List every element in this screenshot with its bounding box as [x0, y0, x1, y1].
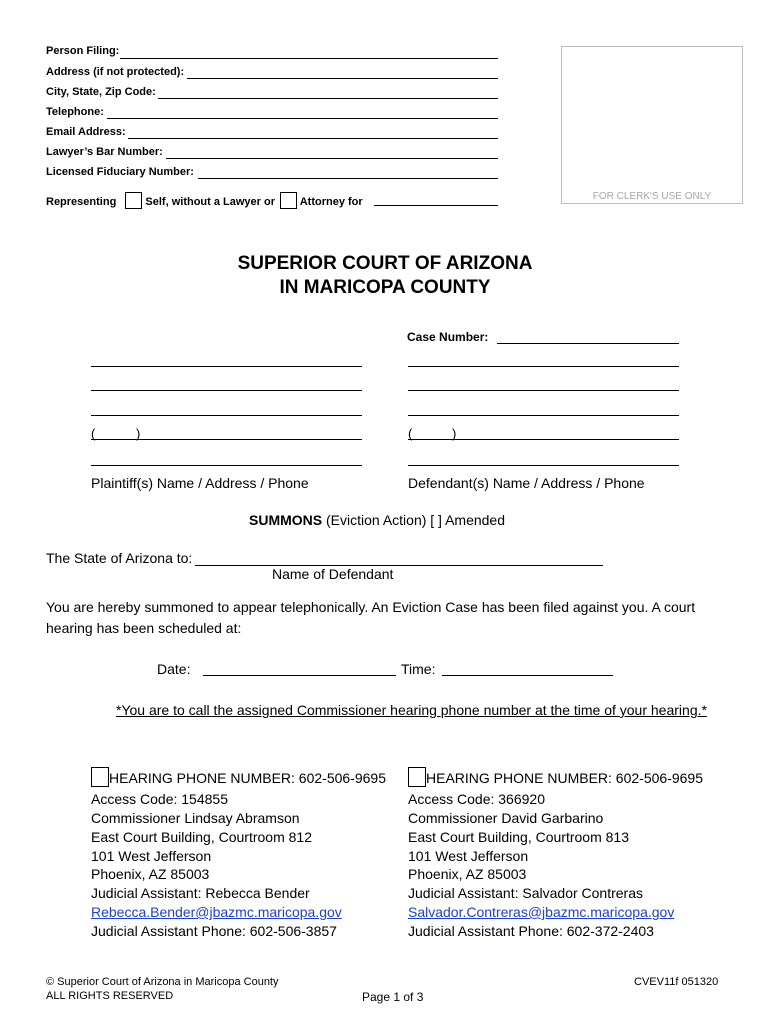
- hearing-2-email-link[interactable]: Salvador.Contreras@jbazmc.maricopa.gov: [408, 904, 675, 920]
- summoned-paragraph-line2: hearing has been scheduled at:: [46, 620, 242, 636]
- self-option-label: Self, without a Lawyer or: [145, 196, 275, 208]
- plaintiff-line[interactable]: [91, 366, 362, 367]
- footer-form-code: CVEV11f 051320: [634, 976, 719, 988]
- court-title-line2: IN MARICOPA COUNTY: [279, 277, 491, 298]
- attorney-for-field[interactable]: [374, 205, 498, 206]
- representing-row: [46, 192, 363, 209]
- hearing-2-building: East Court Building, Courtroom 813: [408, 829, 629, 845]
- attorney-checkbox[interactable]: [280, 192, 297, 209]
- bar-number-field[interactable]: [166, 158, 498, 159]
- hearing-2-city: Phoenix, AZ 85003: [408, 866, 527, 882]
- hearing-2-phone: HEARING PHONE NUMBER: 602-506-9695: [426, 770, 703, 786]
- hearing-instruction: *You are to call the assigned Commissioner hearing phone number at the time of your hearing.*: [116, 702, 707, 718]
- hearing-2-assistant: Judicial Assistant: Salvador Contreras: [408, 885, 643, 901]
- telephone-field[interactable]: [107, 118, 498, 119]
- plaintiff-phone-line[interactable]: [91, 439, 362, 440]
- plaintiff-line[interactable]: [91, 465, 362, 466]
- footer-page-number: Page 1 of 3: [362, 990, 424, 1004]
- city-state-zip-field[interactable]: [158, 98, 498, 99]
- city-state-zip-label: City, State, Zip Code:: [46, 86, 156, 98]
- defendant-line[interactable]: [408, 465, 679, 466]
- footer-rights: ALL RIGHTS RESERVED: [46, 990, 174, 1002]
- person-filing-label: Person Filing:: [46, 45, 120, 57]
- telephone-label: Telephone:: [46, 106, 104, 118]
- hearing-2-checkbox[interactable]: [408, 767, 426, 787]
- hearing-2-commissioner: Commissioner David Garbarino: [408, 810, 604, 826]
- date-field[interactable]: [203, 675, 396, 676]
- representing-label: Representing: [46, 196, 117, 208]
- defendant-caption: Defendant(s) Name / Address / Phone: [408, 475, 645, 491]
- state-to-label: The State of Arizona to:: [46, 550, 193, 566]
- hearing-1-checkbox[interactable]: [91, 767, 109, 787]
- defendant-area-close: ): [452, 426, 457, 441]
- hearing-1-assistant: Judicial Assistant: Rebecca Bender: [91, 885, 310, 901]
- hearing-2-assistant-phone: Judicial Assistant Phone: 602-372-2403: [408, 923, 654, 939]
- hearing-2-street: 101 West Jefferson: [408, 848, 529, 864]
- time-label: Time:: [401, 661, 436, 677]
- defendant-phone-line[interactable]: [408, 439, 679, 440]
- summons-title: SUMMONS: [249, 512, 323, 528]
- plaintiff-area-close: ): [136, 426, 141, 441]
- defendant-line[interactable]: [408, 415, 679, 416]
- self-checkbox[interactable]: [125, 192, 142, 209]
- hearing-1-city: Phoenix, AZ 85003: [91, 866, 210, 882]
- summons-heading: [249, 512, 505, 528]
- plaintiff-caption: Plaintiff(s) Name / Address / Phone: [91, 475, 309, 491]
- bar-number-label: Lawyer’s Bar Number:: [46, 146, 163, 158]
- court-title-line1: SUPERIOR COURT OF ARIZONA: [237, 253, 533, 274]
- summoned-paragraph-line1: You are hereby summoned to appear telephonically. An Eviction Case has been filed against you. A court: [46, 599, 696, 615]
- hearing-1-building: East Court Building, Courtroom 812: [91, 829, 312, 845]
- attorney-option-label: Attorney for: [299, 196, 363, 208]
- hearing-1-street: 101 West Jefferson: [91, 848, 212, 864]
- email-address-label: Email Address:: [46, 126, 126, 138]
- case-number-field[interactable]: [497, 343, 679, 344]
- time-field[interactable]: [442, 675, 613, 676]
- person-filing-field[interactable]: [120, 58, 498, 59]
- hearing-1-commissioner: Commissioner Lindsay Abramson: [91, 810, 300, 826]
- hearing-1-email-link[interactable]: Rebecca.Bender@jbazmc.maricopa.gov: [91, 904, 342, 920]
- defendant-line[interactable]: [408, 390, 679, 391]
- clerk-use-label: FOR CLERK'S USE ONLY: [592, 191, 712, 202]
- fiduciary-number-field[interactable]: [198, 178, 498, 179]
- defendant-area-open: (: [408, 426, 413, 441]
- clerk-use-box: [561, 46, 743, 204]
- hearing-1-phone: HEARING PHONE NUMBER: 602-506-9695: [109, 770, 386, 786]
- plaintiff-line[interactable]: [91, 390, 362, 391]
- plaintiff-area-open: (: [91, 426, 96, 441]
- plaintiff-line[interactable]: [91, 415, 362, 416]
- email-address-field[interactable]: [128, 138, 498, 139]
- date-label: Date:: [157, 661, 191, 677]
- hearing-1-access-code: Access Code: 154855: [91, 791, 228, 807]
- defendant-line[interactable]: [408, 366, 679, 367]
- summons-subtitle: (Eviction Action) [ ] Amended: [326, 512, 505, 528]
- address-label: Address (if not protected):: [46, 66, 185, 78]
- case-number-label: Case Number:: [407, 330, 489, 344]
- address-field[interactable]: [187, 78, 498, 79]
- name-of-defendant-label: Name of Defendant: [272, 566, 394, 582]
- hearing-1-assistant-phone: Judicial Assistant Phone: 602-506-3857: [91, 923, 337, 939]
- fiduciary-number-label: Licensed Fiduciary Number:: [46, 166, 194, 178]
- defendant-name-field[interactable]: [195, 565, 603, 566]
- hearing-2-access-code: Access Code: 366920: [408, 791, 545, 807]
- footer-copyright: © Superior Court of Arizona in Maricopa County: [46, 976, 279, 988]
